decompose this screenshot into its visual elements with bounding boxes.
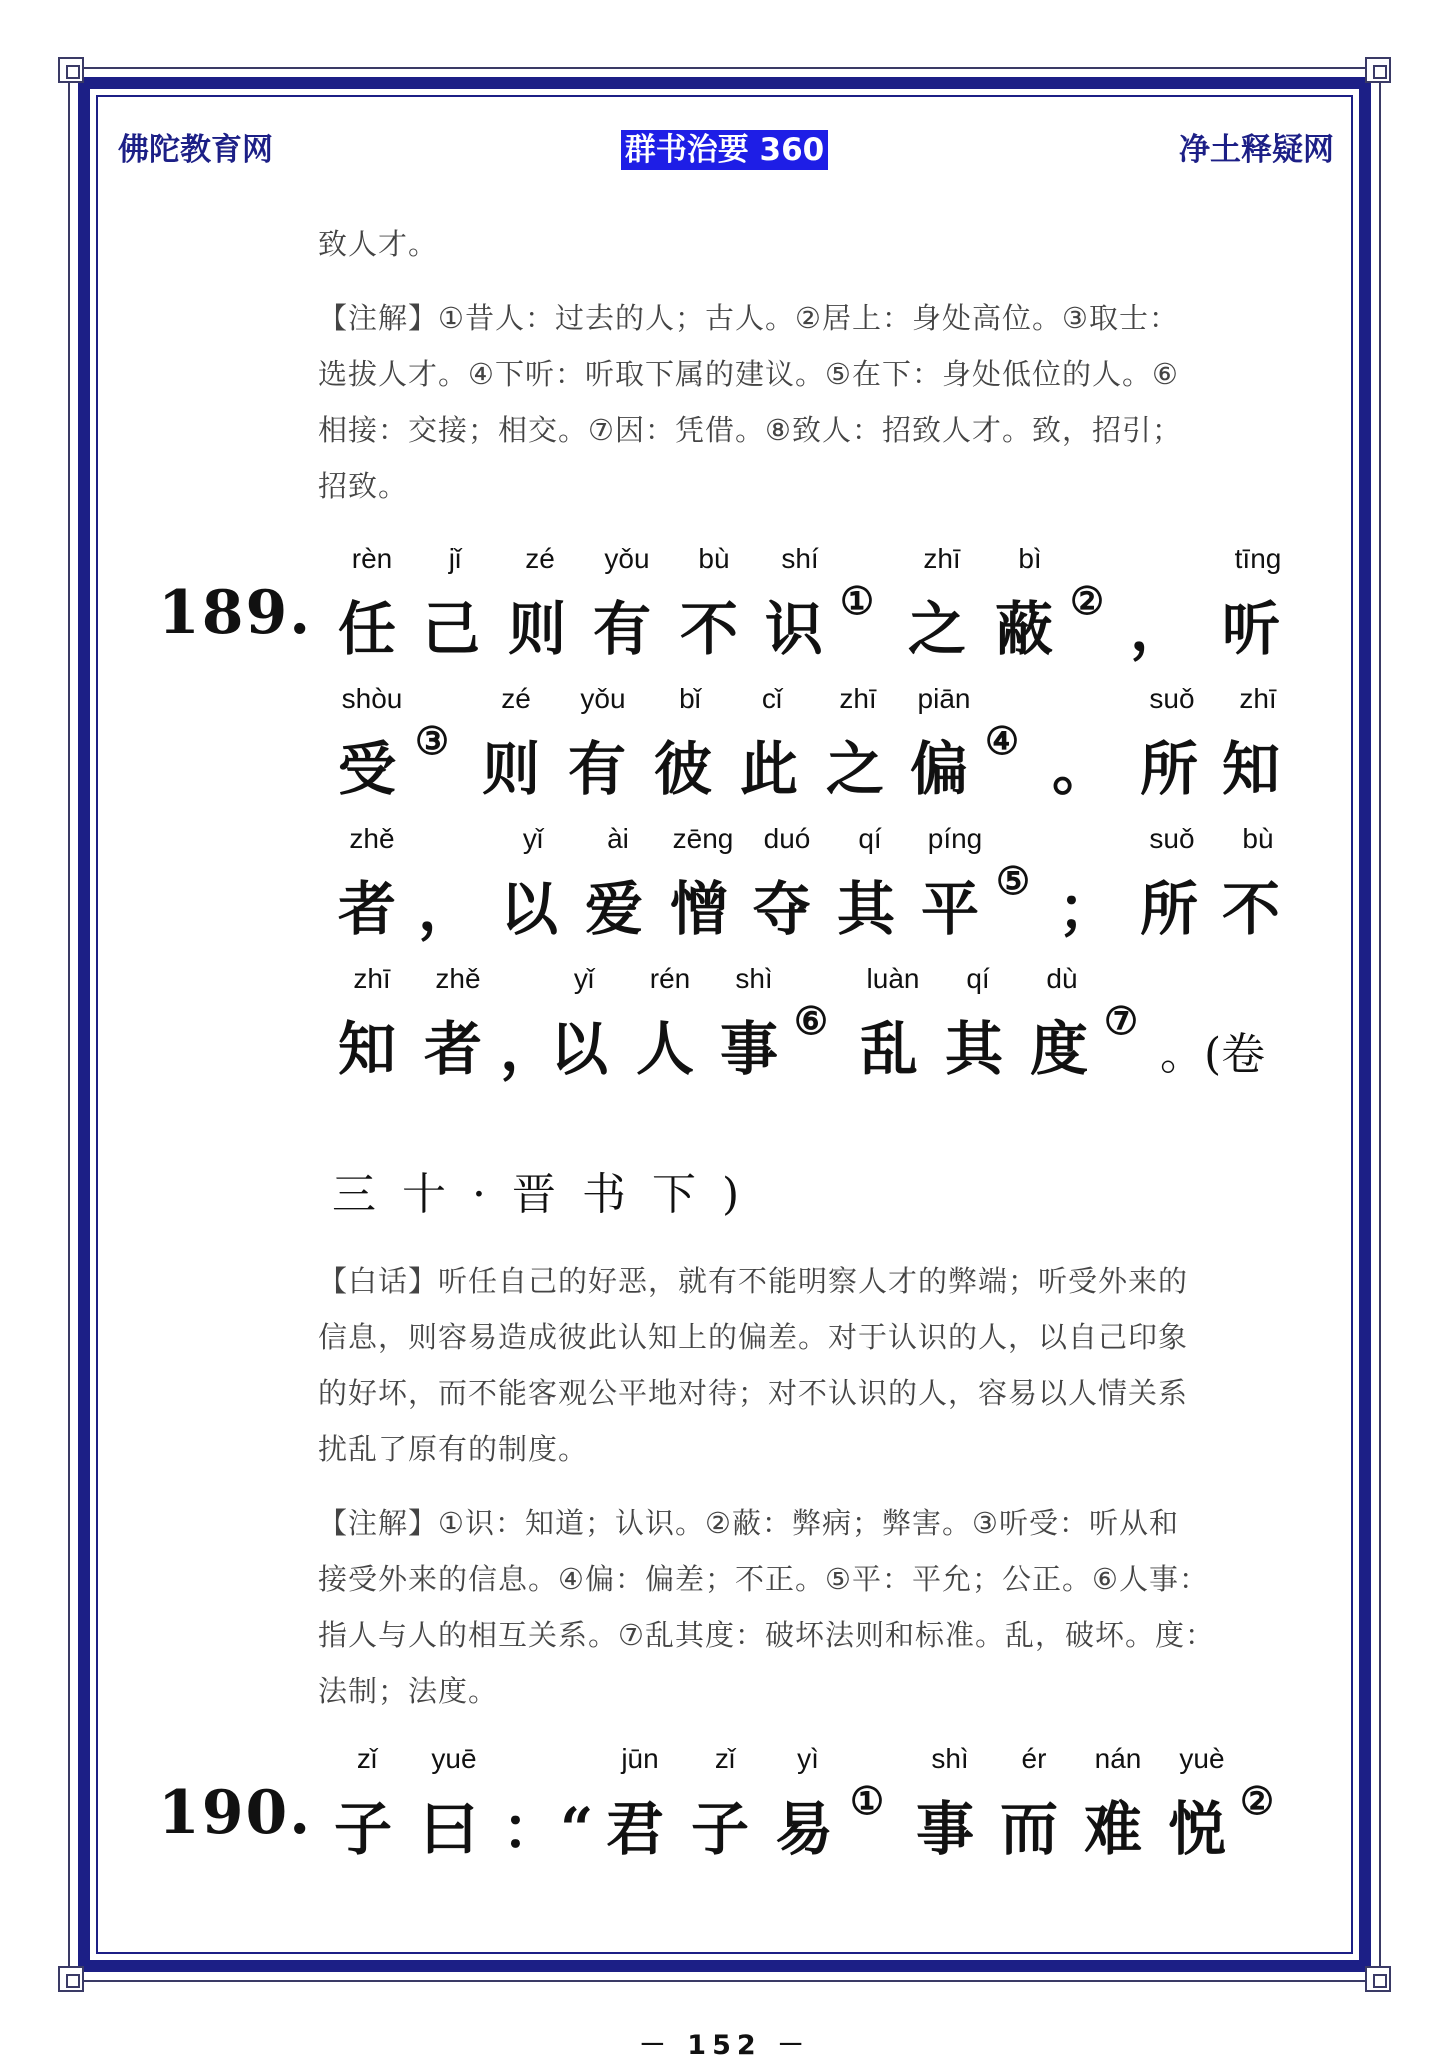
corner-ornament [58, 1966, 84, 1992]
hanzi: 悦 [1168, 1795, 1227, 1863]
note-label: 【注解】 [318, 1506, 439, 1540]
pinyin: yǐ [522, 823, 544, 854]
pinyin: ér [1021, 1743, 1047, 1774]
note-line [318, 290, 1293, 346]
hanzi: 而 [1000, 1795, 1059, 1863]
note-marker: ④ [985, 718, 1020, 763]
hanzi: 听 [1222, 595, 1281, 663]
note-marker: ① [840, 578, 875, 623]
pinyin: zhī [923, 543, 961, 574]
hanzi: 不 [680, 595, 739, 663]
hanzi: 乱 [860, 1015, 919, 1083]
vernacular-line: 的好坏，而不能客观公平地对待；对不认识的人，容易以人情关系 [318, 1376, 1189, 1410]
hanzi: 则 [508, 595, 567, 663]
hanzi: 平 [921, 875, 980, 943]
note-marker: ② [1070, 578, 1105, 623]
pinyin: cǐ [761, 683, 783, 714]
pinyin: jūn [621, 1743, 659, 1774]
note-marker: ⑦ [1104, 998, 1139, 1043]
header-right-site: 净土释疑网 [1179, 132, 1334, 168]
hanzi: 难 [1084, 1795, 1143, 1863]
hanzi: 夺 [753, 875, 812, 943]
hanzi: 不 [1222, 875, 1281, 943]
note-line [318, 1495, 1293, 1551]
note-line: 相接：交接；相交。⑦因：凭借。⑧致人：招致人才。致，招引； [318, 413, 1182, 447]
hanzi: 己 [422, 595, 481, 663]
pinyin: rén [649, 963, 691, 994]
corner-ornament [58, 57, 84, 83]
hanzi: 以 [500, 875, 559, 943]
pinyin: qí [966, 963, 990, 994]
pinyin: qí [858, 823, 882, 854]
pinyin: yì [797, 1743, 819, 1774]
punctuation: ， [1130, 595, 1189, 663]
note-marker: ③ [415, 718, 450, 763]
pinyin: yǒu [580, 683, 626, 714]
pinyin: yuē [431, 1743, 477, 1774]
hanzi: 识 [765, 595, 824, 663]
hanzi: 知 [1222, 735, 1281, 803]
pinyin: suǒ [1149, 823, 1195, 854]
hanzi: 事 [916, 1795, 975, 1863]
pinyin: yǐ [573, 963, 595, 994]
vernacular-line: 扰乱了原有的制度。 [318, 1432, 589, 1466]
hanzi: 以 [550, 1015, 609, 1083]
note-marker: ② [1240, 1778, 1275, 1823]
hanzi: 之 [908, 595, 967, 663]
pinyin: rèn [351, 543, 393, 574]
pinyin: ài [607, 823, 629, 854]
hanzi: 有 [593, 595, 652, 663]
pinyin: luàn [866, 963, 920, 994]
punctuation: ：“ [502, 1795, 594, 1863]
pinyin: píng [927, 823, 983, 854]
hanzi: 之 [826, 735, 885, 803]
pinyin: shì [931, 1743, 969, 1774]
pinyin: zhī [839, 683, 877, 714]
hanzi: 度 [1030, 1015, 1089, 1083]
pinyin: yǒu [604, 543, 650, 574]
corner-ornament [1365, 1966, 1391, 1992]
punctuation: 。 [1052, 735, 1111, 803]
pinyin: zǐ [714, 1743, 736, 1774]
pinyin: bì [1018, 543, 1042, 574]
pinyin: bù [1242, 823, 1274, 854]
hanzi: 者 [424, 1015, 483, 1083]
pinyin: duó [763, 823, 811, 854]
page-number: － 152 － [638, 2030, 811, 2061]
hanzi: 子 [691, 1795, 750, 1863]
pinyin: suǒ [1149, 683, 1195, 714]
hanzi: 易 [775, 1795, 834, 1863]
hanzi: 受 [338, 735, 397, 803]
hanzi: 者 [338, 875, 397, 943]
note-label: 【注解】 [318, 301, 439, 335]
vernacular-line: 信息，则容易造成彼此认知上的偏差。对于认识的人，以自己印象 [318, 1320, 1189, 1354]
note-text: ①识：知道；认识。②蔽：弊病；弊害。③听受：听从和 [438, 1506, 1180, 1540]
header-left-site: 佛陀教育网 [118, 132, 273, 168]
pinyin: shòu [341, 683, 403, 714]
pinyin: bǐ [679, 683, 701, 714]
hanzi: 憎 [670, 875, 729, 943]
source-open: 。(卷 [1160, 1029, 1266, 1080]
hanzi: 此 [740, 735, 799, 803]
hanzi: 事 [720, 1015, 779, 1083]
hanzi: 人 [636, 1015, 695, 1083]
pinyin: zé [501, 683, 531, 714]
hanzi: 君 [606, 1795, 665, 1863]
entry-number: 190. [158, 1778, 313, 1848]
pinyin: piān [917, 683, 971, 714]
note-line: 接受外来的信息。④偏：偏差；不正。⑤平：平允；公正。⑥人事： [318, 1562, 1209, 1596]
entry-number: 189. [158, 578, 313, 648]
vernacular-label: 【白话】 [318, 1264, 439, 1298]
hanzi: 其 [945, 1015, 1004, 1083]
pinyin: dù [1046, 963, 1078, 994]
pinyin: jǐ [448, 543, 462, 574]
vernacular-line [318, 1253, 1293, 1309]
hanzi: 曰 [420, 1795, 479, 1863]
pinyin: nán [1094, 1743, 1142, 1774]
note-line: 选拔人才。④下听：听取下属的建议。⑤在下：身处低位的人。⑥ [318, 357, 1179, 391]
pinyin: tīng [1234, 543, 1282, 574]
pinyin: zhě [349, 823, 395, 854]
pinyin: zēng [672, 823, 734, 854]
hanzi: 任 [338, 595, 397, 663]
pinyin: bù [698, 543, 730, 574]
punctuation: ， [500, 1015, 559, 1083]
note-marker: ⑤ [996, 858, 1031, 903]
hanzi: 则 [482, 735, 541, 803]
hanzi: 知 [338, 1015, 397, 1083]
vernacular-text: 听任自己的好恶，就有不能明察人才的弊端；听受外来的 [438, 1264, 1189, 1298]
hanzi: 其 [837, 875, 896, 943]
hanzi: 所 [1140, 735, 1199, 803]
pinyin: zhě [435, 963, 481, 994]
corner-ornament [1365, 57, 1391, 83]
hanzi: 子 [334, 1795, 393, 1863]
pinyin: zǐ [356, 1743, 378, 1774]
pinyin: yuè [1179, 1743, 1225, 1774]
pinyin: zhī [1239, 683, 1277, 714]
hanzi: 偏 [910, 735, 969, 803]
pinyin: shì [735, 963, 773, 994]
pinyin: shí [781, 543, 819, 574]
note-line: 指人与人的相互关系。⑦乱其度：破坏法则和标准。乱，破坏。度： [318, 1618, 1215, 1652]
hanzi: 彼 [654, 735, 713, 803]
pinyin: zhī [353, 963, 391, 994]
hanzi: 有 [568, 735, 627, 803]
source-line: 三十·晋书下) [332, 1169, 766, 1220]
text-line: 致人才。 [318, 227, 439, 261]
note-line: 招致。 [318, 469, 409, 503]
hanzi: 蔽 [995, 595, 1054, 663]
pinyin: zé [525, 543, 555, 574]
hanzi: 所 [1140, 875, 1199, 943]
punctuation: ； [1058, 875, 1117, 943]
note-marker: ⑥ [794, 998, 829, 1043]
hanzi: 爱 [585, 875, 644, 943]
header-title-text: 群书治要 360 [621, 130, 829, 170]
punctuation: ， [418, 875, 477, 943]
note-text: ①昔人：过去的人；古人。②居上：身处高位。③取士： [438, 301, 1180, 335]
note-marker: ① [850, 1778, 885, 1823]
note-line: 法制；法度。 [318, 1674, 499, 1708]
